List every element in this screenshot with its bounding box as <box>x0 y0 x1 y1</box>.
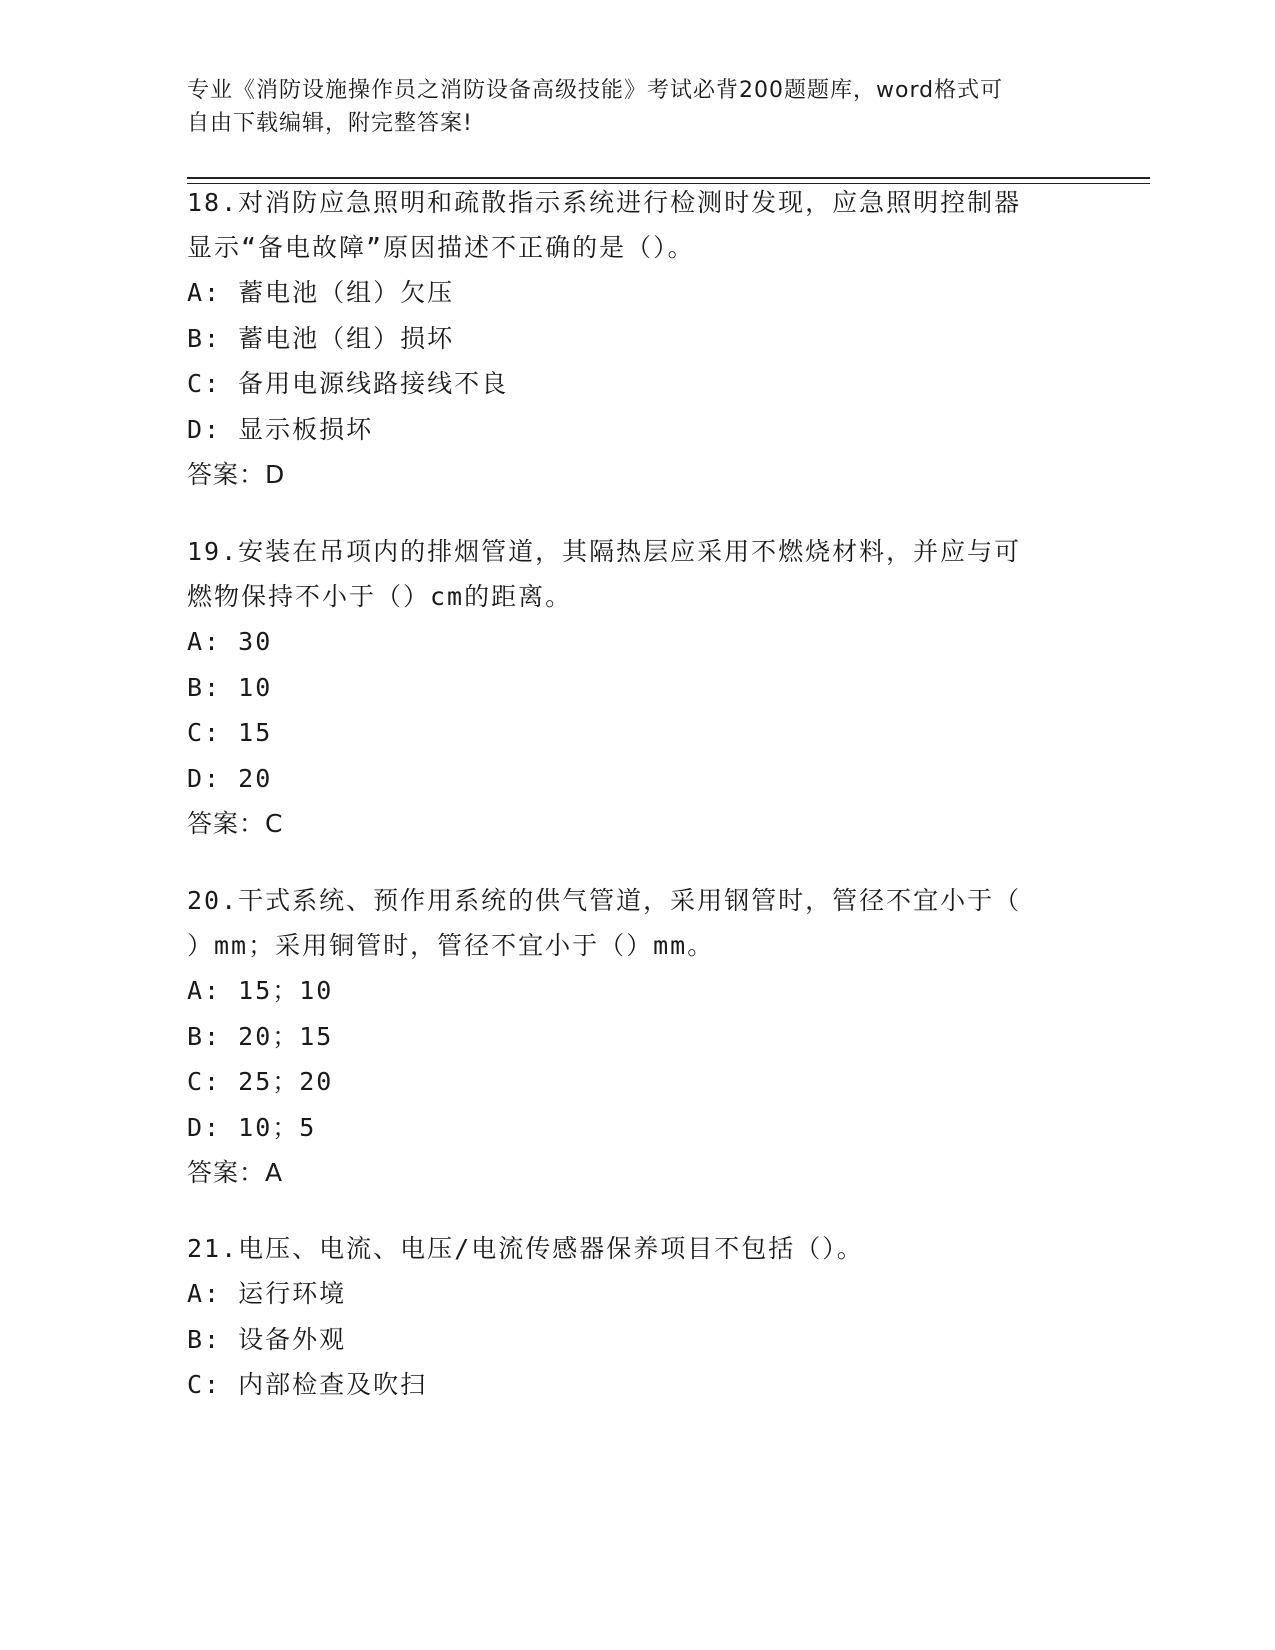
question-stem <box>187 1226 1087 1271</box>
question-stem-line: 18.对消防应急照明和疏散指示系统进行检测时发现，应急照明控制器 <box>187 188 1022 217</box>
header-line-2: 自由下载编辑，附完整答案! <box>187 111 473 136</box>
question-stem-line: 燃物保持不小于（）cm的距离。 <box>187 582 573 611</box>
question-stem <box>187 529 1087 619</box>
answer-label: 答案：A <box>187 1158 284 1187</box>
option-a: A: 运行环境 <box>187 1279 347 1308</box>
option-d: D: 20 <box>187 763 273 793</box>
question-20 <box>187 878 1087 1195</box>
option-b: B: 10 <box>187 672 273 702</box>
question-stem <box>187 878 1087 968</box>
answer-label: 答案：D <box>187 460 286 489</box>
header-line-1: 专业《消防设施操作员之消防设备高级技能》考试必背200题题库，word格式可 <box>187 78 1004 103</box>
question-stem-line: 21.电压、电流、电压/电流传感器保养项目不包括（）。 <box>187 1234 864 1263</box>
option-c: C: 15 <box>187 718 273 747</box>
option-d: D: 10；5 <box>187 1112 317 1142</box>
option-a: A: 蓄电池（组）欠压 <box>187 278 455 307</box>
question-stem <box>187 180 1087 270</box>
option-c: C: 备用电源线路接线不良 <box>187 369 509 398</box>
option-c: C: 内部检查及吹扫 <box>187 1370 428 1399</box>
question-stem-line: 19.安装在吊项内的排烟管道，其隔热层应采用不燃烧材料，并应与可 <box>187 537 1022 566</box>
question-stem-line: ）mm；采用铜管时，管径不宜小于（）mm。 <box>187 931 715 960</box>
option-a: A: 30 <box>187 627 273 656</box>
option-b: B: 设备外观 <box>187 1324 347 1354</box>
answer-label: 答案：C <box>187 809 284 838</box>
question-21 <box>187 1226 1087 1408</box>
option-d: D: 显示板损坏 <box>187 414 374 444</box>
question-19 <box>187 529 1087 846</box>
option-b: B: 蓄电池（组）损坏 <box>187 323 455 353</box>
option-c: C: 25；20 <box>187 1067 334 1096</box>
question-stem-line: 显示“备电故障”原因描述不正确的是（）。 <box>187 233 695 262</box>
question-stem-line: 20.干式系统、预作用系统的供气管道，采用钢管时，管径不宜小于（ <box>187 886 1022 915</box>
document-header <box>187 74 1067 140</box>
option-a: A: 15；10 <box>187 976 334 1005</box>
option-b: B: 20；15 <box>187 1021 334 1051</box>
header-divider-thick <box>187 177 1150 179</box>
question-18 <box>187 180 1087 497</box>
